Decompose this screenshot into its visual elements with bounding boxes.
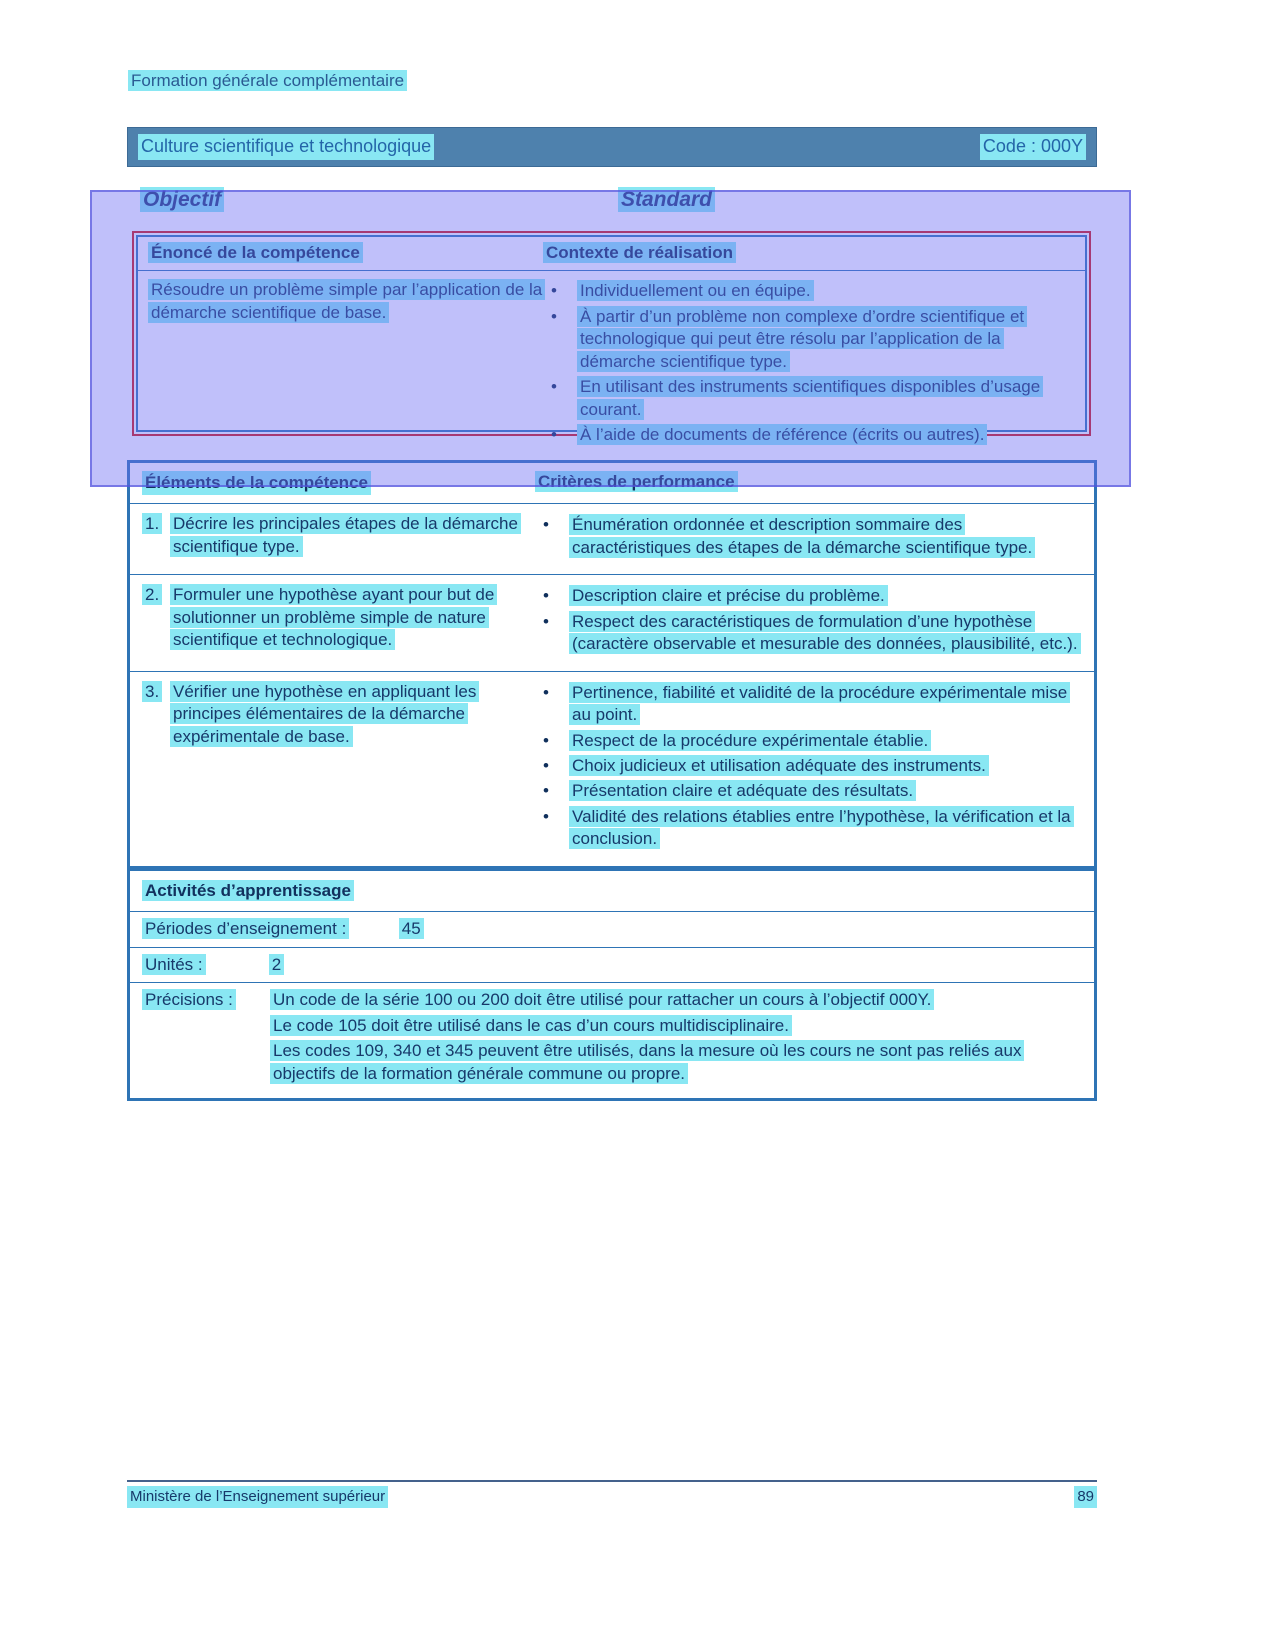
list-item [535, 806, 1086, 851]
row-number: 1. [142, 513, 162, 534]
unites-value: 2 [269, 954, 284, 975]
precisions-line: Les codes 109, 340 et 345 peuvent être utilisés, dans la mesure où les cours ne sont pas reliés aux objectifs de la formation générale commune ou propre. [270, 1040, 1024, 1083]
competence-table-inner [136, 235, 1087, 445]
standard-heading-text: Standard [618, 187, 715, 212]
precisions-line: Un code de la série 100 ou 200 doit être utilisé pour rattacher un cours à l’objectif 000Y. [270, 989, 934, 1010]
competence-table [132, 231, 1091, 445]
precisions-text [270, 989, 1094, 1088]
row-number: 2. [142, 584, 162, 605]
competence-table-body [138, 271, 1085, 449]
criteres-cell [535, 681, 1094, 854]
bullet-text: À partir d’un problème non complexe d’ordre scientifique et technologique qui peut être résolu par l’application de la démarche scientifique type. [577, 306, 1027, 372]
header-title: Culture scientifique et technologique [138, 134, 434, 160]
bullet-text: En utilisant des instruments scientifiques disponibles d’usage courant. [577, 376, 1043, 419]
bullet-text: Énumération ordonnée et description sommaire des caractéristiques des étapes de la démarche scientifique type. [569, 514, 1035, 557]
bullet-text: Respect de la procédure expérimentale établie. [569, 730, 931, 751]
criteres-header-text: Critères de performance [535, 471, 738, 492]
list-item [535, 682, 1086, 727]
contexte-bullet-list [543, 280, 1079, 446]
precisions-label: Précisions : [142, 989, 236, 1010]
list-item [535, 611, 1086, 656]
enonce-text: Résoudre un problème simple par l’application de la démarche scientifique de base. [148, 279, 545, 322]
bullet-icon: • [543, 611, 549, 631]
periodes-row [130, 912, 1094, 947]
bullet-text: Pertinence, fiabilité et validité de la procédure expérimentale mise au point. [569, 682, 1070, 725]
bullet-text: Respect des caractéristiques de formulation d’une hypothèse (caractère observable et mesurable des données, plausibilité, etc.). [569, 611, 1081, 654]
table-row [130, 671, 1094, 866]
doc-section-label [128, 70, 407, 92]
criteres-bullet-list [535, 682, 1086, 851]
table-row [130, 504, 1094, 574]
header-bar [127, 127, 1097, 167]
criteres-bullet-list [535, 585, 1086, 655]
bullet-text: À l’aide de documents de référence (écrits ou autres). [577, 424, 987, 445]
elements-header-text: Éléments de la compétence [142, 471, 371, 495]
bullet-icon: • [543, 806, 549, 826]
competence-table-header [138, 237, 1085, 271]
list-item [543, 376, 1079, 421]
footer-ministry-text: Ministère de l’Enseignement supérieur [127, 1486, 388, 1508]
element-text: Vérifier une hypothèse en appliquant les principes élémentaires de la démarche expérimentale de base. [170, 681, 479, 747]
element-cell [130, 584, 535, 658]
doc-section-label-text: Formation générale complémentaire [128, 70, 407, 91]
criteres-header-cell [535, 471, 1094, 495]
contexte-cell [543, 279, 1085, 449]
row-number: 3. [142, 681, 162, 702]
periodes-label: Périodes d’enseignement : [142, 918, 349, 939]
standard-heading [618, 186, 715, 214]
objectif-heading-text: Objectif [140, 187, 224, 212]
bullet-icon: • [551, 281, 557, 301]
list-item [535, 780, 1086, 802]
bullet-icon: • [551, 377, 557, 397]
precisions-line: Le code 105 doit être utilisé dans le cas d’un cours multidisciplinaire. [270, 1015, 792, 1036]
activites-table [127, 868, 1097, 1101]
list-item [535, 755, 1086, 777]
bullet-icon: • [543, 730, 549, 750]
bullet-text: Présentation claire et adéquate des résultats. [569, 780, 916, 801]
table-row [130, 574, 1094, 670]
list-item [535, 730, 1086, 752]
elements-table-header [130, 463, 1094, 504]
element-cell [130, 513, 535, 562]
bullet-icon: • [551, 306, 557, 326]
elements-header-cell [130, 471, 535, 495]
footer-page-number: 89 [1074, 1486, 1097, 1508]
unites-row [130, 948, 1094, 983]
bullet-text: Individuellement ou en équipe. [577, 280, 814, 301]
enonce-header-text: Énoncé de la compétence [148, 242, 363, 263]
bullet-icon: • [543, 586, 549, 606]
bullet-icon: • [543, 682, 549, 702]
criteres-cell [535, 584, 1094, 658]
bullet-text: Validité des relations établies entre l’hypothèse, la vérification et la conclusion. [569, 806, 1074, 849]
unites-label: Unités : [142, 954, 206, 975]
enonce-cell [138, 279, 543, 449]
bullet-icon: • [551, 425, 557, 445]
enonce-header-cell [138, 242, 543, 264]
element-text: Formuler une hypothèse ayant pour but de solutionner un problème simple de nature scientifique et technologique. [170, 584, 497, 650]
bullet-text: Choix judicieux et utilisation adéquate des instruments. [569, 755, 989, 776]
bullet-text: Description claire et précise du problème. [569, 585, 888, 606]
header-code: Code : 000Y [980, 134, 1086, 160]
criteres-cell [535, 513, 1094, 562]
contexte-header-cell [543, 242, 1085, 264]
element-cell [130, 681, 535, 854]
activites-title-text: Activités d’apprentissage [142, 880, 354, 901]
precisions-row [130, 983, 1094, 1098]
bullet-icon: • [543, 781, 549, 801]
list-item [535, 585, 1086, 607]
elements-table [127, 460, 1097, 869]
objectif-heading [140, 186, 224, 214]
list-item [543, 306, 1079, 373]
bullet-icon: • [543, 755, 549, 775]
contexte-header-text: Contexte de réalisation [543, 242, 736, 263]
activites-title [130, 871, 1094, 912]
list-item [543, 280, 1079, 302]
page-footer [127, 1486, 1097, 1508]
list-item [543, 424, 1079, 446]
periodes-value: 45 [399, 918, 424, 939]
element-text: Décrire les principales étapes de la démarche scientifique type. [170, 513, 521, 556]
bullet-icon: • [543, 515, 549, 535]
list-item [535, 514, 1086, 559]
footer-divider [127, 1480, 1097, 1482]
criteres-bullet-list [535, 514, 1086, 559]
